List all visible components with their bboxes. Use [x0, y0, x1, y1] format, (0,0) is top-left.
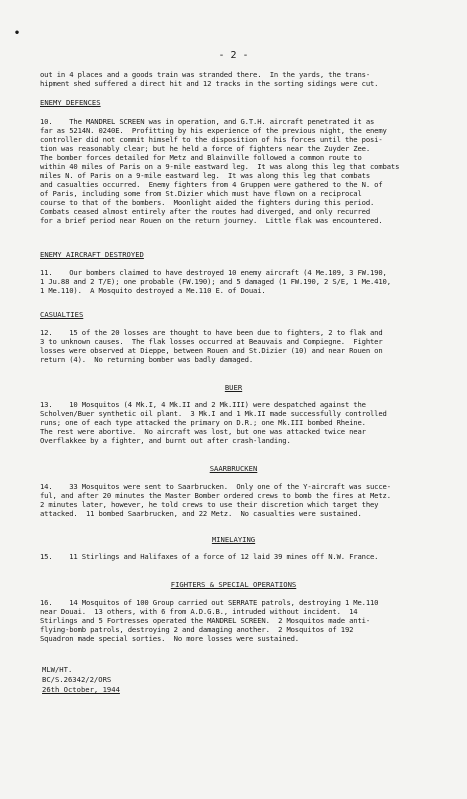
text-line: Scholven/Buer synthetic oil plant. 3 Mk.I and 1 Mk.II made successfully controlled — [40, 409, 387, 418]
text-line: 2 minutes later, however, he told crews to use their discretion which target they — [40, 500, 379, 509]
text-line: Overflakkee by a fighter, and burnt out after crash-landing. — [40, 436, 291, 445]
text-line: 13. 10 Mosquitos (4 Mk.I, 4 Mk.II and 2 Mk.III) were despatched against the — [40, 400, 366, 409]
section-heading-saarbrucken: SAARBRUCKEN — [209, 464, 258, 473]
text-line: 16. 14 Mosquitos of 100 Group carried out SERRATE patrols, destroying 1 Me.110 — [40, 598, 379, 607]
text-line: ful, and after 20 minutes the Master Bomber ordered crews to bomb the fires at Metz. — [40, 491, 391, 500]
footer-reference: BC/S.26342/2/ORS — [42, 675, 112, 684]
text-line: tion was reasonably clear; but he held a force of fighters near the Zuyder Zee. — [40, 144, 371, 153]
text-line: Squadron made special sorties. No more losses were sustained. — [40, 634, 299, 643]
text-line: Stirlings and 5 Fortresses operated the MANDREL SCREEN. 2 Mosquitos made anti- — [40, 616, 371, 625]
text-line: runs; one of each type attacked the primary on D.R.; one Mk.III bombed Rheine. — [40, 418, 366, 427]
section-heading-fighters: FIGHTERS & SPECIAL OPERATIONS — [170, 580, 297, 589]
text-line: and casualties occurred. Enemy fighters from 4 Gruppen were gathered to the N. of — [40, 180, 383, 189]
text-line: out in 4 places and a goods train was stranded there. In the yards, the trans- — [40, 70, 371, 79]
text-line: miles N. of Paris on a 9-mile eastward leg. It was along this leg that combats — [40, 171, 371, 180]
corner-mark: • — [14, 28, 21, 39]
text-line: Combats ceased almost entirely after the routes had diverged, and only recurred — [40, 207, 371, 216]
text-line: attacked. 11 bombed Saarbrucken, and 22 Metz. No casualties were sustained. — [40, 509, 362, 518]
text-line: 1 Me.110). A Mosquito destroyed a Me.110 E. of Douai. — [40, 286, 266, 295]
text-line: hipment shed suffered a direct hit and 12 tracks in the sorting sidings were cut. — [40, 79, 379, 88]
text-line: controller did not commit himself to the disposition of his forces until the posi- — [40, 135, 383, 144]
text-line: flying-bomb patrols, destroying 2 and damaging another. 2 Mosquitos of 192 — [40, 625, 354, 634]
section-heading-minelaying: MINELAYING — [211, 535, 256, 544]
text-line: The bomber forces detailed for Metz and Blainville followed a common route to — [40, 153, 362, 162]
text-line: 11. Our bombers claimed to have destroyed 10 enemy aircraft (4 Me.109, 3 FW.190, — [40, 268, 387, 277]
text-line: 1 Ju.88 and 2 T/E); one probable (FW.190); and 5 damaged (1 FW.190, 2 S/E, 1 Me.410, — [40, 277, 391, 286]
page-number: - 2 - — [218, 50, 249, 61]
section-heading-enemy-aircraft: ENEMY AIRCRAFT DESTROYED — [40, 250, 144, 259]
text-line: 12. 15 of the 20 losses are thought to have been due to fighters, 2 to flak and — [40, 328, 383, 337]
text-line: 10. The MANDREL SCREEN was in operation, and G.T.H. aircraft penetrated it as — [40, 117, 375, 126]
text-line: for a brief period near Rouen on the return journey. Little flak was encountered. — [40, 216, 383, 225]
text-line: of Paris, including some from St.Dizier which must have flown on a reciprocal — [40, 189, 362, 198]
section-heading-casualties: CASUALTIES — [40, 310, 84, 319]
footer-initials: MLW/HT. — [42, 665, 73, 674]
footer-date: 26th October, 1944 — [42, 685, 120, 694]
text-line: losses were observed at Dieppe, between Rouen and St.Dizier (10) and near Rouen on — [40, 346, 383, 355]
text-line: course to that of the bombers. Moonlight aided the fighters during this period. — [40, 198, 375, 207]
section-heading-enemy-defences: ENEMY DEFENCES — [40, 98, 101, 107]
text-line: 3 to unknown causes. The flak losses occurred at Beauvais and Compiegne. Fighter — [40, 337, 383, 346]
text-line: within 40 miles of Paris on a 9-mile eastward leg. It was along this leg that combats — [40, 162, 400, 171]
text-line: near Douai. 13 others, with 6 from A.D.G.B., intruded without incident. 14 — [40, 607, 358, 616]
text-line: The rest were abortive. No aircraft was lost, but one was attacked twice near — [40, 427, 366, 436]
text-line: 14. 33 Mosquitos were sent to Saarbrucken. Only one of the Y-aircraft was succe- — [40, 482, 391, 491]
text-line: far as 5214N. 0240E. Profitting by his experience of the previous night, the enemy — [40, 126, 387, 135]
section-heading-buer: BUER — [224, 383, 243, 392]
text-line: 15. 11 Stirlings and Halifaxes of a force of 12 laid 39 mines off N.W. France. — [40, 552, 379, 561]
text-line: return (4). No returning bomber was badly damaged. — [40, 355, 254, 364]
